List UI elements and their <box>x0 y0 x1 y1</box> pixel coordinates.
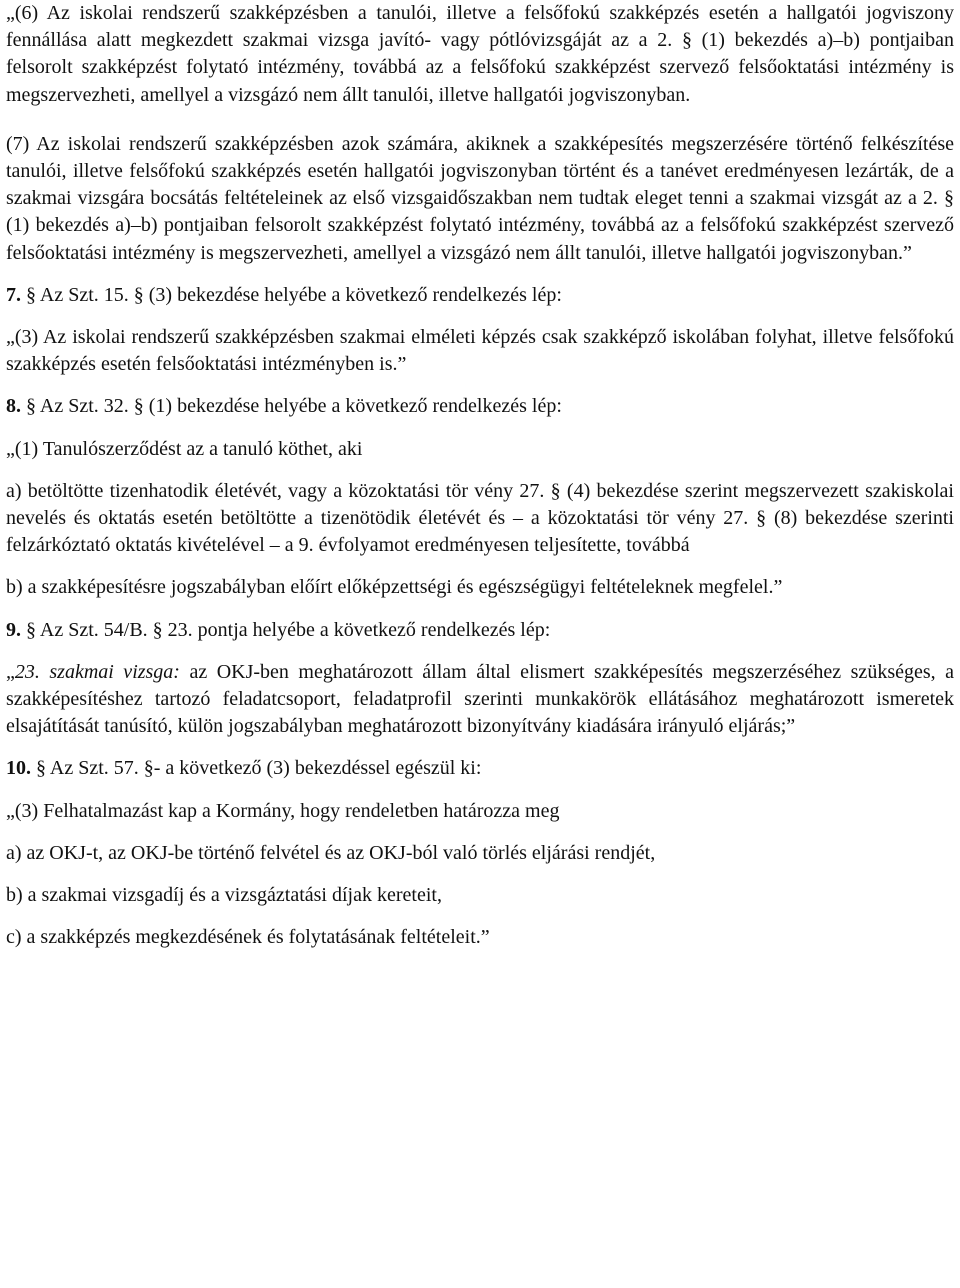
section-text: § Az Szt. 54/B. § 23. pontja helyébe a következő rendelkezés lép: <box>21 618 551 641</box>
document-page <box>6 0 954 951</box>
section-10-heading <box>6 755 954 782</box>
spacer <box>6 867 954 882</box>
spacer <box>6 463 954 478</box>
spacer <box>6 421 954 436</box>
spacer <box>6 267 954 282</box>
spacer <box>6 602 954 617</box>
section-text: § Az Szt. 15. § (3) bekezdése helyébe a következő rendelkezés lép: <box>21 283 562 306</box>
section-9-heading <box>6 617 954 644</box>
spacer <box>6 740 954 755</box>
paragraph-7: (7) Az iskolai rendszerű szakképzésben azok számára, akiknek a szakképesítés megszerzésére történő felkészítése tanulói, illetve felsőfokú szakképzés esetén hallgatói jogviszonyban történt és a tanévet eredményesen lezárták, de a szakmai vizsgára bocsátás feltételeinek az első vizsgaidőszakban nem tudtak eleget tenni a szakmai vizsgát az a 2. § (1) bekezdés a)–b) pontjaiban felsorolt szakképzést folytató intézmény, továbbá az a felsőfokú szakképzést szervező felsőoktatási intézmény is megszervezheti, amellyel a vizsgázó nem állt tanulói, illetve hallgatói jogviszonyban.” <box>6 132 954 264</box>
spacer <box>6 783 954 798</box>
quote-definition-23 <box>6 659 954 741</box>
list-item-a: a) betöltötte tizenhatodik életévét, vagy a közoktatási tör vény 27. § (4) bekezdése szerint megszervezett szakiskolai nevelés és oktatás esetén betöltötte a tizenötödik életévét és – a közoktatási tör vény 27. § (8) bekezdése szerinti felzárkóztató oktatás kivételével – a 9. évfolyamot eredményesen teljesítette, továbbá <box>6 479 954 557</box>
spacer <box>6 825 954 840</box>
section-number: 9. <box>6 618 21 641</box>
quote-57-3: „(3) Felhatalmazást kap a Kormány, hogy rendeletben határozza meg <box>6 799 560 822</box>
paragraph-6: „(6) Az iskolai rendszerű szakképzésben a tanulói, illetve a felsőfokú szakképzés esetén a hallgatói jogviszony fennállása alatt megkezdett szakmai vizsga javító- vagy pótlóvizsgáját az a 2. § (1) bekezdés a)–b) pontjaiban felsorolt szakképzést folytató intézmény, továbbá az a felsőfokú szakképzést szervező felsőoktatási intézmény is megszervezheti, amellyel a vizsgázó nem állt tanulói, illetve hallgatói jogviszonyban. <box>6 2 954 106</box>
definition-text: az OKJ-ben meghatározott állam által elismert szakképesítés megszerzéséhez szükséges, a szakképesítéshez tartozó feladatcsoport, feladatprofil szerinti munkakörök ellátásához meghatározott ismeretek elsajátítását tanúsító, külön jogszabályban meghatározott bizonyítvány kiadására irányuló eljárás;” <box>6 660 954 738</box>
open-quote: „ <box>6 660 15 683</box>
list-item-b: b) a szakmai vizsgadíj és a vizsgáztatási díjak kereteit, <box>6 884 442 907</box>
list-item-c: c) a szakképzés megkezdésének és folytatásának feltételeit.” <box>6 926 490 949</box>
spacer <box>6 644 954 659</box>
term-italic: 23. szakmai vizsga: <box>14 660 180 683</box>
section-7-heading <box>6 282 954 309</box>
spacer <box>6 909 954 924</box>
section-number: 10. <box>6 757 31 780</box>
spacer <box>6 109 954 131</box>
quote-32-1: „(1) Tanulószerződést az a tanuló köthet, aki <box>6 437 363 460</box>
section-8-heading <box>6 393 954 420</box>
spacer <box>6 559 954 574</box>
spacer <box>6 378 954 393</box>
list-item-b: b) a szakképesítésre jogszabályban előírt előképzettségi és egészségügyi feltételeknek megfelel.” <box>6 576 783 599</box>
section-number: 8. <box>6 395 21 418</box>
spacer <box>6 309 954 324</box>
section-text: § Az Szt. 57. §- a következő (3) bekezdéssel egészül ki: <box>31 757 482 780</box>
list-item-a: a) az OKJ-t, az OKJ-be történő felvétel és az OKJ-ból való törlés eljárási rendjét, <box>6 841 656 864</box>
section-number: 7. <box>6 283 21 306</box>
quote-15-3: „(3) Az iskolai rendszerű szakképzésben szakmai elméleti képzés csak szakképző iskolában folyhat, illetve felsőfokú szakképzés esetén felsőoktatási intézményben is.” <box>6 326 954 376</box>
section-text: § Az Szt. 32. § (1) bekezdése helyébe a következő rendelkezés lép: <box>21 395 562 418</box>
